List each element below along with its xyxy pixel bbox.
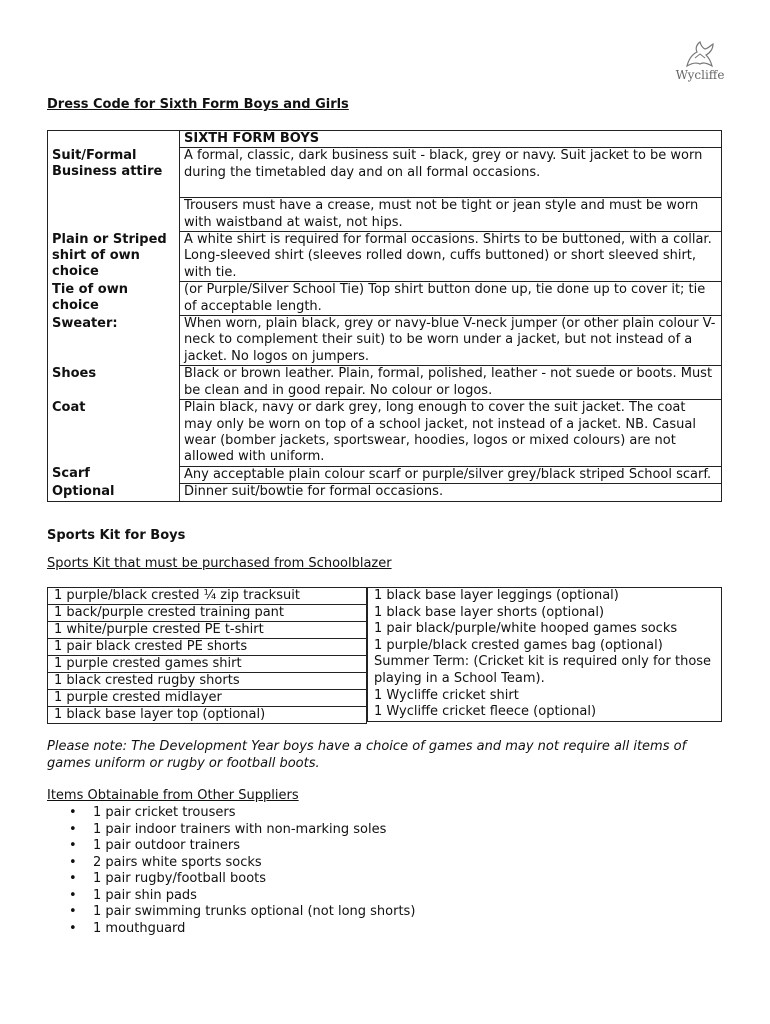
list-item: 1 purple/black crested games bag (optional) — [374, 637, 663, 653]
other-suppliers-heading: Items Obtainable from Other Suppliers — [47, 788, 299, 803]
list-item: 1 back/purple crested training pant — [48, 605, 367, 622]
logo-text: Wycliffe — [675, 68, 725, 82]
list-item: 1 purple/black crested ¼ zip tracksuit — [48, 588, 367, 605]
row-label: Plain or Striped shirt of own choice — [48, 232, 180, 282]
row-label: Tie of own choice — [48, 282, 180, 316]
development-year-note: Please note: The Development Year boys have a choice of games and may not require all items of games uniform or rugby or football boots. — [47, 739, 687, 771]
bullet-icon: • — [69, 821, 77, 837]
sports-kit-left-list — [47, 587, 367, 724]
row-text: Trousers must have a crease, must not be tight or jean style and must be worn with waistband at waist, not hips. — [180, 198, 722, 232]
table-row — [48, 400, 722, 467]
row-label: Sweater: — [48, 316, 180, 366]
list-item: 1 pair black/purple/white hooped games socks — [374, 621, 678, 637]
list-item: • 2 pairs white sports socks — [69, 854, 262, 870]
row-text: Plain black, navy or dark grey, long enough to cover the suit jacket. The coat may only be worn on top of a school jacket, not instead of a jacket. NB. Casual wear (bomber jackets, sportswear, hoodies, logos or mixed colours) are not allowed with uniform. — [180, 400, 722, 467]
bullet-icon: • — [69, 904, 77, 919]
row-text: (or Purple/Silver School Tie) Top shirt button done up, tie done up to cover it; tie of acceptable length. — [180, 282, 722, 316]
table-row — [48, 232, 722, 282]
row-label: Suit/Formal Business attire — [48, 148, 180, 198]
list-item: 1 black base layer leggings (optional) — [374, 588, 619, 603]
row-text: Any acceptable plain colour scarf or purple/silver grey/black striped School scarf. — [180, 466, 722, 483]
table-row — [48, 131, 722, 148]
table-row — [48, 366, 722, 400]
list-item: 1 Wycliffe cricket shirt — [374, 687, 519, 703]
list-item: • 1 pair indoor trainers with non-marking soles — [69, 821, 387, 837]
crest-icon — [683, 40, 717, 70]
row-label: Shoes — [48, 366, 180, 400]
list-item: • 1 pair outdoor trainers — [69, 838, 241, 853]
list-item: 1 black crested rugby shorts — [48, 673, 367, 690]
table-header: SIXTH FORM BOYS — [180, 131, 722, 148]
row-text: Dinner suit/bowtie for formal occasions. — [180, 484, 722, 501]
list-item: 1 purple crested midlayer — [48, 690, 367, 707]
row-label: Scarf — [48, 466, 180, 483]
bullet-icon: • — [69, 887, 77, 903]
row-text: A formal, classic, dark business suit - black, grey or navy. Suit jacket to be worn during the timetabled day and on all formal occasions. — [180, 148, 722, 198]
row-label: Optional — [48, 484, 180, 501]
bullet-icon: • — [69, 838, 77, 853]
other-suppliers-list — [47, 805, 415, 937]
row-label: Coat — [48, 400, 180, 467]
list-item: Summer Term: (Cricket kit is required only for those playing in a School Team). — [374, 654, 712, 686]
table-row — [48, 282, 722, 316]
list-item: 1 Wycliffe cricket fleece (optional) — [374, 704, 597, 720]
list-item: • 1 pair shin pads — [69, 887, 197, 903]
page-title: Dress Code for Sixth Form Boys and Girls — [47, 97, 349, 112]
row-text: A white shirt is required for formal occasions. Shirts to be buttoned, with a collar. Long-sleeved shirt (sleeves rolled down, cuffs buttoned) or short sleeved shirt, with tie. — [180, 232, 722, 282]
school-logo — [674, 40, 726, 82]
list-item: 1 black base layer shorts (optional) — [374, 604, 605, 620]
list-item: 1 black base layer top (optional) — [48, 707, 367, 724]
list-item: 1 pair black crested PE shorts — [48, 639, 367, 656]
table-row — [48, 148, 722, 198]
sports-kit-subheading: Sports Kit that must be purchased from Schoolblazer — [47, 556, 392, 571]
row-text: When worn, plain black, grey or navy-blue V-neck jumper (or other plain colour V-neck to complement their suit) to be worn under a jacket, but not instead of a jacket. No logos on jumpers. — [180, 316, 722, 366]
list-item: • 1 pair swimming trunks optional (not long shorts) — [69, 904, 416, 919]
list-item: • 1 pair rugby/football boots — [69, 871, 267, 886]
table-row — [48, 198, 722, 232]
dress-code-table — [47, 130, 722, 502]
table-row — [48, 484, 722, 501]
sports-kit-heading: Sports Kit for Boys — [47, 528, 186, 543]
table-row — [48, 316, 722, 366]
bullet-icon: • — [69, 871, 77, 886]
row-label — [48, 198, 180, 232]
sports-kit-right-list — [367, 587, 722, 722]
list-item: • 1 pair cricket trousers — [69, 805, 236, 820]
table-row — [48, 466, 722, 483]
list-item: 1 purple crested games shirt — [48, 656, 367, 673]
row-text: Black or brown leather. Plain, formal, polished, leather - not suede or boots. Must be clean and in good repair. No colour or logos. — [180, 366, 722, 400]
list-item: 1 white/purple crested PE t-shirt — [48, 622, 367, 639]
row-label — [48, 131, 180, 148]
bullet-icon: • — [69, 854, 77, 870]
bullet-icon: • — [69, 805, 77, 820]
list-item: • 1 mouthguard — [69, 920, 186, 936]
bullet-icon: • — [69, 920, 77, 936]
